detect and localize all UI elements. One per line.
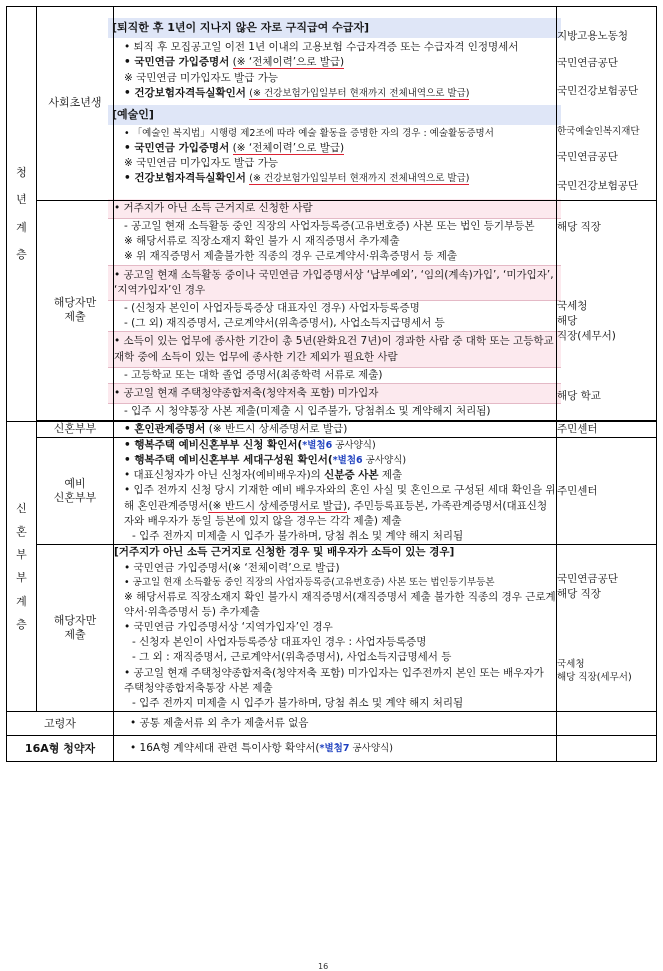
- doc-employment-other: - 그 외 : 재직증명서, 근로계약서(위촉증명서), 사업소득지급명세서 등: [132, 651, 452, 664]
- org-school: 해당 학교: [557, 390, 601, 403]
- doc-regional: • 국민연금 가입증명서상 ‘지역가입자’인 경우: [124, 620, 333, 633]
- org-newlywed-applicable: [557, 545, 657, 712]
- header-income-base: [거주지가 아닌 소득 근거지로 신청한 경우 및 배우자가 소득이 있는 경우]: [114, 546, 455, 559]
- doc-rep-cert: - 신청자 본인이 사업자등록증상 대표자인 경우 : 사업자등록증명: [132, 636, 427, 649]
- doc-savings-copy: - 입주 시 청약통장 사본 제출(미제출 시 입주불가, 당첨취소 및 계약해지 처리됨): [124, 405, 491, 418]
- doc-business-registration: - 공고일 현재 소득활동 중인 직장의 사업자등록증(고유번호증) 사본 또는 법인 등기부등본: [124, 219, 535, 232]
- doc-pension-cert: • 국민연금 가입증명서 (※ ‘전체이력’으로 발급): [124, 56, 345, 69]
- org-tax-workplace: 국세청 해당 직장(세무서): [557, 658, 632, 683]
- doc-health-insurance-2: • 건강보험자격득실확인서 (※ 건강보험가입일부터 현재까지 전체내역으로 발급): [124, 172, 470, 185]
- row-youth-applicable: [7, 200, 657, 420]
- doc-savings: • 공고일 현재 주택청약종합저축(청약저축 포함) 미가입자는 입주전까지 본인 또는 배우자가 주택청약종합저축통장 사본 제출: [124, 666, 544, 694]
- org-elderly: [557, 712, 657, 736]
- doc-business-reg: • 공고일 현재 소득활동 중인 직장의 사업자등록증(고유번호증) 사본 또는 법인등기부등본: [124, 576, 495, 588]
- org-health: 국민건강보험공단: [557, 85, 639, 98]
- content-16a: • 16A형 계약세대 관련 특이사항 확약서(*별첨7 공사양식): [114, 736, 557, 762]
- note-employment: ※ 해당서류로 직장소재지 확인 불가시 재직증명서(재직증명서 제출 불가한 직종의 경우 근로계약서·위촉증명서 등) 추가제출: [124, 590, 556, 618]
- doc-id-copy: • 대표신청자가 아닌 신청자(예비배우자)의 신분증 사본 제출: [124, 469, 403, 482]
- org-tax-office: 국세청 해당 직장(세무서): [557, 300, 616, 342]
- item-income-base: • 거주지가 아닌 소득 근거지로 신청한 사람: [108, 199, 561, 219]
- org-workplace: 해당 직장: [557, 221, 601, 234]
- group-newlywed: 신 혼 부 부 계 층: [7, 421, 37, 712]
- group-youth: 청 년 계 층: [7, 7, 37, 422]
- social-newcomer-content: [114, 7, 557, 201]
- org-youth-applicable: [557, 200, 657, 420]
- item-student-period: • 소득이 있는 업무에 종사한 기간이 총 5년(완화요건 7년)이 경과한 사람 중 대학 또는 고등학교 재학 중에 소득이 있는 업무에 종사한 기간 제외가 필요한 사람: [108, 331, 561, 367]
- row-elderly: [7, 712, 657, 736]
- doc-marriage-proof: • 입주 전까지 신청 당시 기재한 예비 배우자와의 혼인 사실 및 혼인으로 구성된 세대 확인을 위해 혼인관계증명서(※ 반드시 상세증명서로 발급), 주민등록표등본, 가족관계증명서(대표신청자와 배우자가 동일 등본에 있지 않을 경우는 각각 제출) 제출: [124, 484, 556, 527]
- row-16a: [7, 736, 657, 762]
- org-pension-2: 국민연금공단: [557, 151, 618, 164]
- label-elderly: 고령자: [7, 712, 114, 736]
- label-youth-applicable: 해당자만 제출: [37, 200, 114, 420]
- org-artist-foundation: 한국예술인복지재단: [557, 126, 640, 138]
- note-employment-cert: ※ 해당서류로 직장소재지 확인 불가 시 재직증명서 추가제출: [124, 235, 400, 248]
- label-social-newcomer: 사회초년생: [37, 7, 114, 201]
- required-documents-table: [6, 6, 657, 762]
- page-number: 16: [318, 962, 329, 971]
- item-no-savings: • 공고일 현재 주택청약종합저축(청약저축 포함) 미가입자: [108, 383, 561, 404]
- note-contract: ※ 위 재직증명서 제출불가한 직종의 경우 근로계약서·위촉증명서 등 제출: [124, 250, 457, 263]
- org-prospective: 주민센터: [557, 437, 657, 545]
- doc-business-cert: - (신청자 본인이 사업자등록증상 대표자인 경우) 사업자등록증명: [124, 302, 420, 315]
- doc-pension-cert-2: • 국민연금 가입증명서 (※ ‘전체이력’으로 발급): [124, 141, 345, 154]
- label-newlywed: 신혼부부: [37, 421, 114, 437]
- org-pension-workplace: 국민연금공단 해당 직장: [557, 573, 618, 600]
- doc-pension: • 국민연금 가입증명서(※ ‘전체이력’으로 발급): [124, 561, 340, 574]
- note-cancellation: - 입주 전까지 미제출 시 입주가 불가하며, 당첨 취소 및 계약 해지 처리됨: [132, 530, 464, 543]
- elderly-content: • 공통 제출서류 외 추가 제출서류 없음: [114, 712, 557, 736]
- label-16a: 16A형 청약자: [7, 736, 114, 762]
- label-prospective: 예비 신혼부부: [37, 437, 114, 545]
- row-newlywed: [7, 421, 657, 437]
- row-prospective: [7, 437, 657, 545]
- org-labor-office: 지방고용노동청: [557, 30, 629, 42]
- doc-prospective-app: • 행복주택 예비신혼부부 신청 확인서(*별첨6 공사양식): [124, 438, 376, 451]
- doc-household-member: • 행복주택 예비신혼부부 세대구성원 확인서(*별첨6 공사양식): [124, 454, 407, 467]
- label-newlywed-applicable: 해당자만 제출: [37, 545, 114, 712]
- org-pension: 국민연금공단: [557, 56, 618, 69]
- doc-employment-etc: - (그 외) 재직증명서, 근로계약서(위촉증명서), 사업소득지급명세서 등: [124, 317, 445, 330]
- org-social-newcomer: [557, 7, 657, 201]
- youth-applicable-content: [114, 200, 557, 420]
- row-newlywed-applicable: [7, 545, 657, 712]
- doc-health-insurance: • 건강보험자격득실확인서 (※ 건강보험가입일부터 현재까지 전체내역으로 발급): [124, 86, 470, 99]
- org-16a: [557, 736, 657, 762]
- header-artist: [예술인]: [108, 105, 561, 125]
- doc-unemployment-cert: • 퇴직 후 모집공고일 이전 1년 이내의 고용보험 수급자격증 또는 수급자격 인정명세서: [124, 41, 519, 54]
- note-cancel: - 입주 전까지 미제출 시 입주가 불가하며, 당첨 취소 및 계약 해지 처리됨: [132, 697, 464, 710]
- item-pension-exception: • 공고일 현재 소득활동 중이나 국민연금 가입증명서상 ‘납부예외’, ‘임의(계속)가입’, ‘미가입자’, ‘지역가입자’인 경우: [108, 265, 561, 301]
- newlywed-content: [114, 421, 557, 437]
- doc-graduation-cert: - 고등학교 또는 대학 졸업 증명서(최종학력 서류로 제출): [124, 368, 383, 381]
- note-pension-2: ※ 국민연금 미가입자도 발급 가능: [124, 157, 279, 170]
- row-social-newcomer: [7, 7, 657, 201]
- note-pension: ※ 국민연금 미가입자도 발급 가능: [124, 71, 279, 84]
- prospective-content: [114, 437, 557, 545]
- doc-marriage-cert: • 혼인관계증명서 (※ 반드시 상세증명서로 발급): [124, 422, 348, 435]
- newlywed-applicable-content: [114, 545, 557, 712]
- org-health-2: 국민건강보험공단: [557, 180, 639, 193]
- header-job-seeker: [퇴직한 후 1년이 지나지 않은 자로 구직급여 수급자]: [108, 18, 561, 38]
- org-newlywed: 주민센터: [557, 421, 657, 437]
- doc-artist-cert: • 「예술인 복지법」시행령 제2조에 따라 예술 활동을 증명한 자의 경우 : 예술활동증명서: [124, 128, 494, 140]
